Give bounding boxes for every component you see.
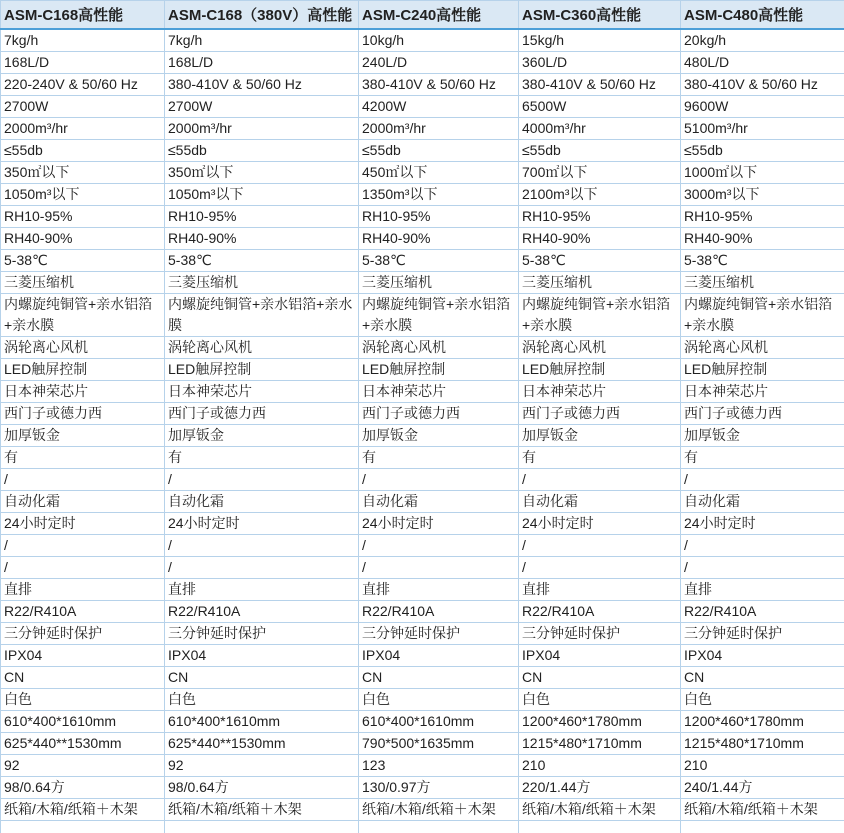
spec-cell: 涡轮离心风机 <box>1 337 165 359</box>
spec-cell: 480L/D <box>681 52 844 74</box>
spec-cell: 24小时定时 <box>519 513 681 535</box>
spec-cell: 5-38℃ <box>681 250 844 272</box>
spec-cell: 加厚钣金 <box>519 425 681 447</box>
spec-cell: 168L/D <box>165 52 359 74</box>
spec-cell: / <box>1 469 165 491</box>
spec-cell: ≤55db <box>681 140 844 162</box>
spec-cell: 有 <box>1 447 165 469</box>
spec-cell: / <box>519 535 681 557</box>
spec-cell: / <box>165 557 359 579</box>
spec-cell: R22/R410A <box>165 601 359 623</box>
spec-cell: 380-410V & 50/60 Hz <box>519 74 681 96</box>
spec-cell: RH10-95% <box>359 206 519 228</box>
spec-cell: 5-38℃ <box>1 250 165 272</box>
column-header-3: ASM-C240高性能 <box>359 1 519 30</box>
spec-cell: 610*400*1610mm <box>1 711 165 733</box>
table-body <box>1 29 844 833</box>
spec-cell: / <box>165 535 359 557</box>
spec-cell: 白色 <box>1 689 165 711</box>
table-header <box>1 1 844 30</box>
table-row <box>1 206 844 228</box>
spec-cell: 625*440**1530mm <box>165 733 359 755</box>
spec-cell: 有 <box>359 447 519 469</box>
table-row <box>1 777 844 799</box>
spec-cell: 10kg/h <box>359 29 519 52</box>
spec-cell: 610*400*1610mm <box>359 711 519 733</box>
table-row <box>1 337 844 359</box>
spec-cell: LED触屏控制 <box>359 359 519 381</box>
spec-cell: IPX04 <box>681 645 844 667</box>
spec-cell: 加厚钣金 <box>359 425 519 447</box>
spec-cell: 日本神荣芯片 <box>1 381 165 403</box>
table-row <box>1 228 844 250</box>
spec-cell: 24小时定时 <box>681 513 844 535</box>
table-row <box>1 601 844 623</box>
spec-cell: / <box>359 557 519 579</box>
spec-cell: 350㎡以下 <box>1 162 165 184</box>
spec-cell: 123 <box>359 755 519 777</box>
spec-cell: 2000m³/hr <box>165 118 359 140</box>
table-row <box>1 513 844 535</box>
spec-cell: 610*400*1610mm <box>165 711 359 733</box>
spec-cell: 1350m³以下 <box>359 184 519 206</box>
spec-cell: / <box>359 535 519 557</box>
table-row <box>1 799 844 821</box>
spec-cell: 5-38℃ <box>165 250 359 272</box>
spec-cell: 三菱压缩机 <box>519 272 681 294</box>
spec-cell: 1000㎡以下 <box>681 162 844 184</box>
spec-cell: 5100m³/hr <box>681 118 844 140</box>
column-header-5: ASM-C480高性能 <box>681 1 844 30</box>
table-row <box>1 689 844 711</box>
spec-cell: / <box>519 557 681 579</box>
table-row <box>1 272 844 294</box>
spec-cell: / <box>165 469 359 491</box>
spec-cell: 三菱压缩机 <box>165 272 359 294</box>
spec-cell: 内螺旋纯铜管+亲水铝箔+亲水膜 <box>165 294 359 337</box>
spec-cell: 三菱压缩机 <box>681 272 844 294</box>
spec-cell: 5-38℃ <box>359 250 519 272</box>
table-row <box>1 184 844 206</box>
spec-cell: 7kg/h <box>1 29 165 52</box>
table-row <box>1 469 844 491</box>
spec-cell: 涡轮离心风机 <box>519 337 681 359</box>
spec-cell: 3000m³以下 <box>681 184 844 206</box>
spec-cell: 6500W <box>519 96 681 118</box>
spec-cell: 白色 <box>165 689 359 711</box>
spec-cell: 380-410V & 50/60 Hz <box>165 74 359 96</box>
spec-cell: 有 <box>519 447 681 469</box>
table-row <box>1 557 844 579</box>
spec-cell: RH40-90% <box>681 228 844 250</box>
spec-cell: CN <box>1 667 165 689</box>
spec-cell: 220-240V & 50/60 Hz <box>1 74 165 96</box>
spec-cell: ≤55db <box>165 140 359 162</box>
table-row <box>1 755 844 777</box>
spec-cell: 7kg/h <box>165 29 359 52</box>
spec-cell: ≤55db <box>359 140 519 162</box>
filler-row <box>1 821 844 833</box>
spec-cell: 直排 <box>681 579 844 601</box>
spec-cell: ≤55db <box>519 140 681 162</box>
spec-cell: 直排 <box>1 579 165 601</box>
empty-cell <box>681 821 844 833</box>
spec-cell: 日本神荣芯片 <box>519 381 681 403</box>
spec-cell: 纸箱/木箱/纸箱＋木架 <box>519 799 681 821</box>
spec-cell: 98/0.64方 <box>1 777 165 799</box>
spec-cell: 日本神荣芯片 <box>165 381 359 403</box>
empty-cell <box>519 821 681 833</box>
spec-cell: 24小时定时 <box>1 513 165 535</box>
spec-cell: IPX04 <box>519 645 681 667</box>
table-row <box>1 250 844 272</box>
spec-cell: / <box>681 535 844 557</box>
spec-cell: 三分钟延时保护 <box>681 623 844 645</box>
spec-cell: 三菱压缩机 <box>359 272 519 294</box>
spec-cell: 360L/D <box>519 52 681 74</box>
spec-cell: 纸箱/木箱/纸箱＋木架 <box>359 799 519 821</box>
spec-cell: 24小时定时 <box>359 513 519 535</box>
table-row <box>1 447 844 469</box>
table-row <box>1 403 844 425</box>
spec-cell: / <box>681 557 844 579</box>
spec-cell: 2000m³/hr <box>359 118 519 140</box>
spec-cell: 内螺旋纯铜管+亲水铝箔+亲水膜 <box>519 294 681 337</box>
spec-cell: LED触屏控制 <box>519 359 681 381</box>
spec-cell: 加厚钣金 <box>681 425 844 447</box>
table-row <box>1 667 844 689</box>
spec-cell: 24小时定时 <box>165 513 359 535</box>
spec-cell: CN <box>165 667 359 689</box>
spec-cell: 纸箱/木箱/纸箱＋木架 <box>165 799 359 821</box>
spec-cell: / <box>519 469 681 491</box>
spec-cell: 380-410V & 50/60 Hz <box>359 74 519 96</box>
spec-cell: 1200*460*1780mm <box>519 711 681 733</box>
spec-cell: IPX04 <box>359 645 519 667</box>
spec-cell: RH10-95% <box>681 206 844 228</box>
spec-cell: 直排 <box>165 579 359 601</box>
spec-cell: 15kg/h <box>519 29 681 52</box>
spec-cell: 5-38℃ <box>519 250 681 272</box>
empty-cell <box>359 821 519 833</box>
spec-cell: 20kg/h <box>681 29 844 52</box>
spec-cell: 直排 <box>359 579 519 601</box>
column-header-2: ASM-C168（380V）高性能 <box>165 1 359 30</box>
spec-cell: 三分钟延时保护 <box>519 623 681 645</box>
spec-cell: 220/1.44方 <box>519 777 681 799</box>
table-row <box>1 118 844 140</box>
spec-cell: 1215*480*1710mm <box>519 733 681 755</box>
spec-cell: 4200W <box>359 96 519 118</box>
spec-cell: 涡轮离心风机 <box>359 337 519 359</box>
spec-cell: LED触屏控制 <box>165 359 359 381</box>
table-row <box>1 381 844 403</box>
table-row <box>1 491 844 513</box>
spec-cell: 1050m³以下 <box>1 184 165 206</box>
spec-cell: 210 <box>681 755 844 777</box>
spec-cell: 西门子或德力西 <box>681 403 844 425</box>
spec-cell: RH40-90% <box>359 228 519 250</box>
spec-cell: 日本神荣芯片 <box>359 381 519 403</box>
spec-cell: 350㎡以下 <box>165 162 359 184</box>
table-row <box>1 140 844 162</box>
spec-cell: RH10-95% <box>519 206 681 228</box>
spec-cell: / <box>1 535 165 557</box>
spec-cell: CN <box>359 667 519 689</box>
spec-cell: 加厚钣金 <box>1 425 165 447</box>
spec-cell: 有 <box>165 447 359 469</box>
spec-cell: RH40-90% <box>1 228 165 250</box>
spec-cell: 2100m³以下 <box>519 184 681 206</box>
table-row <box>1 711 844 733</box>
spec-cell: / <box>359 469 519 491</box>
spec-cell: 自动化霜 <box>1 491 165 513</box>
spec-cell: R22/R410A <box>359 601 519 623</box>
spec-cell: 240L/D <box>359 52 519 74</box>
spec-cell: 有 <box>681 447 844 469</box>
spec-cell: LED触屏控制 <box>681 359 844 381</box>
spec-cell: R22/R410A <box>681 601 844 623</box>
spec-cell: R22/R410A <box>519 601 681 623</box>
spec-cell: 130/0.97方 <box>359 777 519 799</box>
spec-cell: 自动化霜 <box>681 491 844 513</box>
spec-cell: RH10-95% <box>1 206 165 228</box>
empty-cell <box>1 821 165 833</box>
spec-cell: IPX04 <box>1 645 165 667</box>
spec-cell: LED触屏控制 <box>1 359 165 381</box>
spec-cell: 625*440**1530mm <box>1 733 165 755</box>
column-header-4: ASM-C360高性能 <box>519 1 681 30</box>
table-row <box>1 535 844 557</box>
spec-cell: 三分钟延时保护 <box>165 623 359 645</box>
spec-cell: 700㎡以下 <box>519 162 681 184</box>
spec-cell: IPX04 <box>165 645 359 667</box>
spec-cell: 内螺旋纯铜管+亲水铝箔+亲水膜 <box>681 294 844 337</box>
spec-cell: CN <box>519 667 681 689</box>
spec-cell: 1215*480*1710mm <box>681 733 844 755</box>
spec-cell: / <box>1 557 165 579</box>
column-header-1: ASM-C168高性能 <box>1 1 165 30</box>
spec-cell: 92 <box>165 755 359 777</box>
spec-cell: 直排 <box>519 579 681 601</box>
table-row <box>1 74 844 96</box>
spec-cell: 450㎡以下 <box>359 162 519 184</box>
spec-cell: 92 <box>1 755 165 777</box>
spec-cell: 三分钟延时保护 <box>359 623 519 645</box>
spec-cell: 自动化霜 <box>519 491 681 513</box>
spec-cell: RH40-90% <box>165 228 359 250</box>
table-row <box>1 96 844 118</box>
empty-cell <box>165 821 359 833</box>
spec-cell: 纸箱/木箱/纸箱＋木架 <box>1 799 165 821</box>
spec-cell: 西门子或德力西 <box>1 403 165 425</box>
spec-cell: 涡轮离心风机 <box>165 337 359 359</box>
spec-cell: RH10-95% <box>165 206 359 228</box>
spec-cell: 1050m³以下 <box>165 184 359 206</box>
spec-cell: 2000m³/hr <box>1 118 165 140</box>
spec-cell: 涡轮离心风机 <box>681 337 844 359</box>
table-row <box>1 733 844 755</box>
header-row <box>1 1 844 30</box>
table-row <box>1 359 844 381</box>
spec-cell: 2700W <box>1 96 165 118</box>
spec-cell: RH40-90% <box>519 228 681 250</box>
spec-cell: 加厚钣金 <box>165 425 359 447</box>
table-row <box>1 162 844 184</box>
table-row <box>1 645 844 667</box>
table-row <box>1 52 844 74</box>
table-row <box>1 425 844 447</box>
spec-cell: ≤55db <box>1 140 165 162</box>
spec-cell: 380-410V & 50/60 Hz <box>681 74 844 96</box>
spec-cell: CN <box>681 667 844 689</box>
spec-cell: R22/R410A <box>1 601 165 623</box>
spec-cell: 9600W <box>681 96 844 118</box>
spec-cell: 1200*460*1780mm <box>681 711 844 733</box>
spec-cell: 98/0.64方 <box>165 777 359 799</box>
spec-cell: 内螺旋纯铜管+亲水铝箔+亲水膜 <box>1 294 165 337</box>
spec-cell: 西门子或德力西 <box>519 403 681 425</box>
spec-cell: 210 <box>519 755 681 777</box>
spec-cell: 白色 <box>519 689 681 711</box>
spec-cell: 自动化霜 <box>165 491 359 513</box>
spec-cell: 西门子或德力西 <box>359 403 519 425</box>
spec-cell: 4000m³/hr <box>519 118 681 140</box>
spec-cell: 白色 <box>681 689 844 711</box>
spec-cell: 240/1.44方 <box>681 777 844 799</box>
spec-cell: 自动化霜 <box>359 491 519 513</box>
table-row <box>1 294 844 337</box>
spec-cell: 790*500*1635mm <box>359 733 519 755</box>
table-row <box>1 29 844 52</box>
spec-cell: 内螺旋纯铜管+亲水铝箔+亲水膜 <box>359 294 519 337</box>
spec-cell: 2700W <box>165 96 359 118</box>
spec-cell: 三菱压缩机 <box>1 272 165 294</box>
spec-cell: / <box>681 469 844 491</box>
spec-cell: 三分钟延时保护 <box>1 623 165 645</box>
spec-cell: 西门子或德力西 <box>165 403 359 425</box>
spec-cell: 纸箱/木箱/纸箱＋木架 <box>681 799 844 821</box>
spec-cell: 白色 <box>359 689 519 711</box>
table-row <box>1 623 844 645</box>
spec-cell: 168L/D <box>1 52 165 74</box>
table-row <box>1 579 844 601</box>
spec-cell: 日本神荣芯片 <box>681 381 844 403</box>
